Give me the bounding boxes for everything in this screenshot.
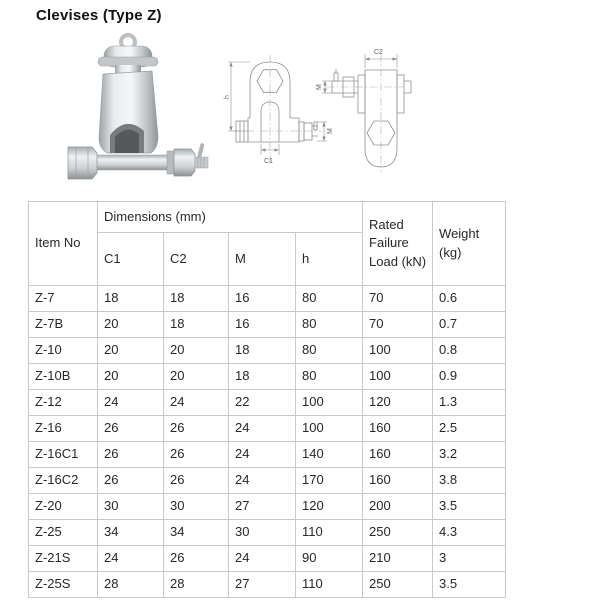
cell-m: 18 <box>229 338 296 364</box>
cell-item-no: Z-16 <box>29 416 98 442</box>
cell-h: 80 <box>296 364 363 390</box>
table-row <box>29 312 506 338</box>
cell-weight: 0.8 <box>433 338 506 364</box>
cell-weight: 3.5 <box>433 572 506 598</box>
table-row <box>29 390 506 416</box>
cell-weight: 3.8 <box>433 468 506 494</box>
cell-weight: 0.7 <box>433 312 506 338</box>
cell-item-no: Z-12 <box>29 390 98 416</box>
cell-h: 140 <box>296 442 363 468</box>
cell-load: 70 <box>363 312 433 338</box>
side-view-drawing <box>316 40 422 176</box>
cell-weight: 2.5 <box>433 416 506 442</box>
cell-weight: 3.5 <box>433 494 506 520</box>
cell-c1: 30 <box>98 494 164 520</box>
cell-item-no: Z-25S <box>29 572 98 598</box>
cell-load: 70 <box>363 286 433 312</box>
header-rated-failure-load: Rated Failure Load (kN) <box>363 202 433 286</box>
cell-item-no: Z-16C1 <box>29 442 98 468</box>
table-row <box>29 364 506 390</box>
header-item-no: Item No <box>29 202 98 286</box>
cell-h: 80 <box>296 312 363 338</box>
cell-weight: 0.9 <box>433 364 506 390</box>
header-c1: C1 <box>98 233 164 286</box>
dim-label-c2: C2 <box>374 49 383 56</box>
table-row <box>29 546 506 572</box>
cell-item-no: Z-21S <box>29 546 98 572</box>
cell-m: 24 <box>229 442 296 468</box>
header-h: h <box>296 233 363 286</box>
cell-c1: 24 <box>98 390 164 416</box>
cell-c2: 18 <box>164 286 229 312</box>
cell-m: 24 <box>229 546 296 572</box>
cell-h: 90 <box>296 546 363 572</box>
cell-c2: 18 <box>164 312 229 338</box>
cell-load: 120 <box>363 390 433 416</box>
cell-h: 170 <box>296 468 363 494</box>
cell-m: 18 <box>229 364 296 390</box>
cell-c2: 30 <box>164 494 229 520</box>
cell-load: 210 <box>363 546 433 572</box>
header-c2: C2 <box>164 233 229 286</box>
cell-c1: 20 <box>98 364 164 390</box>
table-row <box>29 520 506 546</box>
cell-item-no: Z-16C2 <box>29 468 98 494</box>
table-row <box>29 286 506 312</box>
cell-item-no: Z-10B <box>29 364 98 390</box>
cell-load: 160 <box>363 468 433 494</box>
cell-weight: 0.6 <box>433 286 506 312</box>
cell-load: 250 <box>363 572 433 598</box>
cell-load: 160 <box>363 442 433 468</box>
dim-label-m-front: M <box>327 128 334 134</box>
header-weight: Weight (kg) <box>433 202 506 286</box>
cell-load: 250 <box>363 520 433 546</box>
table-row <box>29 468 506 494</box>
header-m: M <box>229 233 296 286</box>
cell-c1: 20 <box>98 312 164 338</box>
cell-item-no: Z-7B <box>29 312 98 338</box>
cell-c1: 26 <box>98 468 164 494</box>
dim-label-c1: C1 <box>264 158 273 165</box>
header-dimensions-group: Dimensions (mm) <box>98 202 363 233</box>
table-row <box>29 494 506 520</box>
cell-c2: 26 <box>164 442 229 468</box>
page-title: Clevises (Type Z) <box>36 7 162 24</box>
cell-weight: 4.3 <box>433 520 506 546</box>
cell-h: 110 <box>296 520 363 546</box>
cell-m: 27 <box>229 572 296 598</box>
cell-c1: 20 <box>98 338 164 364</box>
cell-c2: 34 <box>164 520 229 546</box>
bolt-hex-head <box>68 147 97 179</box>
spec-table-header <box>29 202 506 286</box>
cell-c2: 20 <box>164 364 229 390</box>
cotter-pin <box>98 57 158 66</box>
cell-m: 24 <box>229 468 296 494</box>
spec-table-body <box>29 286 506 598</box>
cell-m: 16 <box>229 312 296 338</box>
threaded-tip <box>195 157 208 168</box>
cell-load: 160 <box>363 416 433 442</box>
dim-label-h: h <box>224 95 231 99</box>
cell-h: 100 <box>296 416 363 442</box>
cell-m: 16 <box>229 286 296 312</box>
cell-c1: 28 <box>98 572 164 598</box>
spec-table <box>28 201 506 598</box>
cell-c2: 20 <box>164 338 229 364</box>
washer <box>167 151 174 174</box>
cell-c2: 26 <box>164 546 229 572</box>
cell-item-no: Z-10 <box>29 338 98 364</box>
cell-c1: 34 <box>98 520 164 546</box>
cell-m: 22 <box>229 390 296 416</box>
nut <box>174 149 195 176</box>
cell-c1: 26 <box>98 416 164 442</box>
dim-label-m-side: M <box>316 84 323 90</box>
cell-item-no: Z-20 <box>29 494 98 520</box>
cell-h: 110 <box>296 572 363 598</box>
cell-h: 80 <box>296 286 363 312</box>
cell-m: 30 <box>229 520 296 546</box>
cell-c2: 24 <box>164 390 229 416</box>
cell-h: 100 <box>296 390 363 416</box>
clevis-photo-illustration <box>46 30 218 194</box>
cell-c2: 26 <box>164 416 229 442</box>
cell-weight: 3 <box>433 546 506 572</box>
table-row <box>29 572 506 598</box>
product-photo <box>46 30 218 194</box>
cell-h: 120 <box>296 494 363 520</box>
cell-c2: 26 <box>164 468 229 494</box>
table-row <box>29 338 506 364</box>
cell-item-no: Z-25 <box>29 520 98 546</box>
cell-h: 80 <box>296 338 363 364</box>
cell-c1: 24 <box>98 546 164 572</box>
cell-weight: 3.2 <box>433 442 506 468</box>
table-row <box>29 416 506 442</box>
table-row <box>29 442 506 468</box>
cell-c1: 18 <box>98 286 164 312</box>
cell-load: 200 <box>363 494 433 520</box>
cell-load: 100 <box>363 364 433 390</box>
cell-load: 100 <box>363 338 433 364</box>
cell-item-no: Z-7 <box>29 286 98 312</box>
tip-cotter-pin <box>197 143 205 159</box>
cell-weight: 1.3 <box>433 390 506 416</box>
cell-c1: 26 <box>98 442 164 468</box>
cell-m: 27 <box>229 494 296 520</box>
cell-c2: 28 <box>164 572 229 598</box>
cell-m: 24 <box>229 416 296 442</box>
